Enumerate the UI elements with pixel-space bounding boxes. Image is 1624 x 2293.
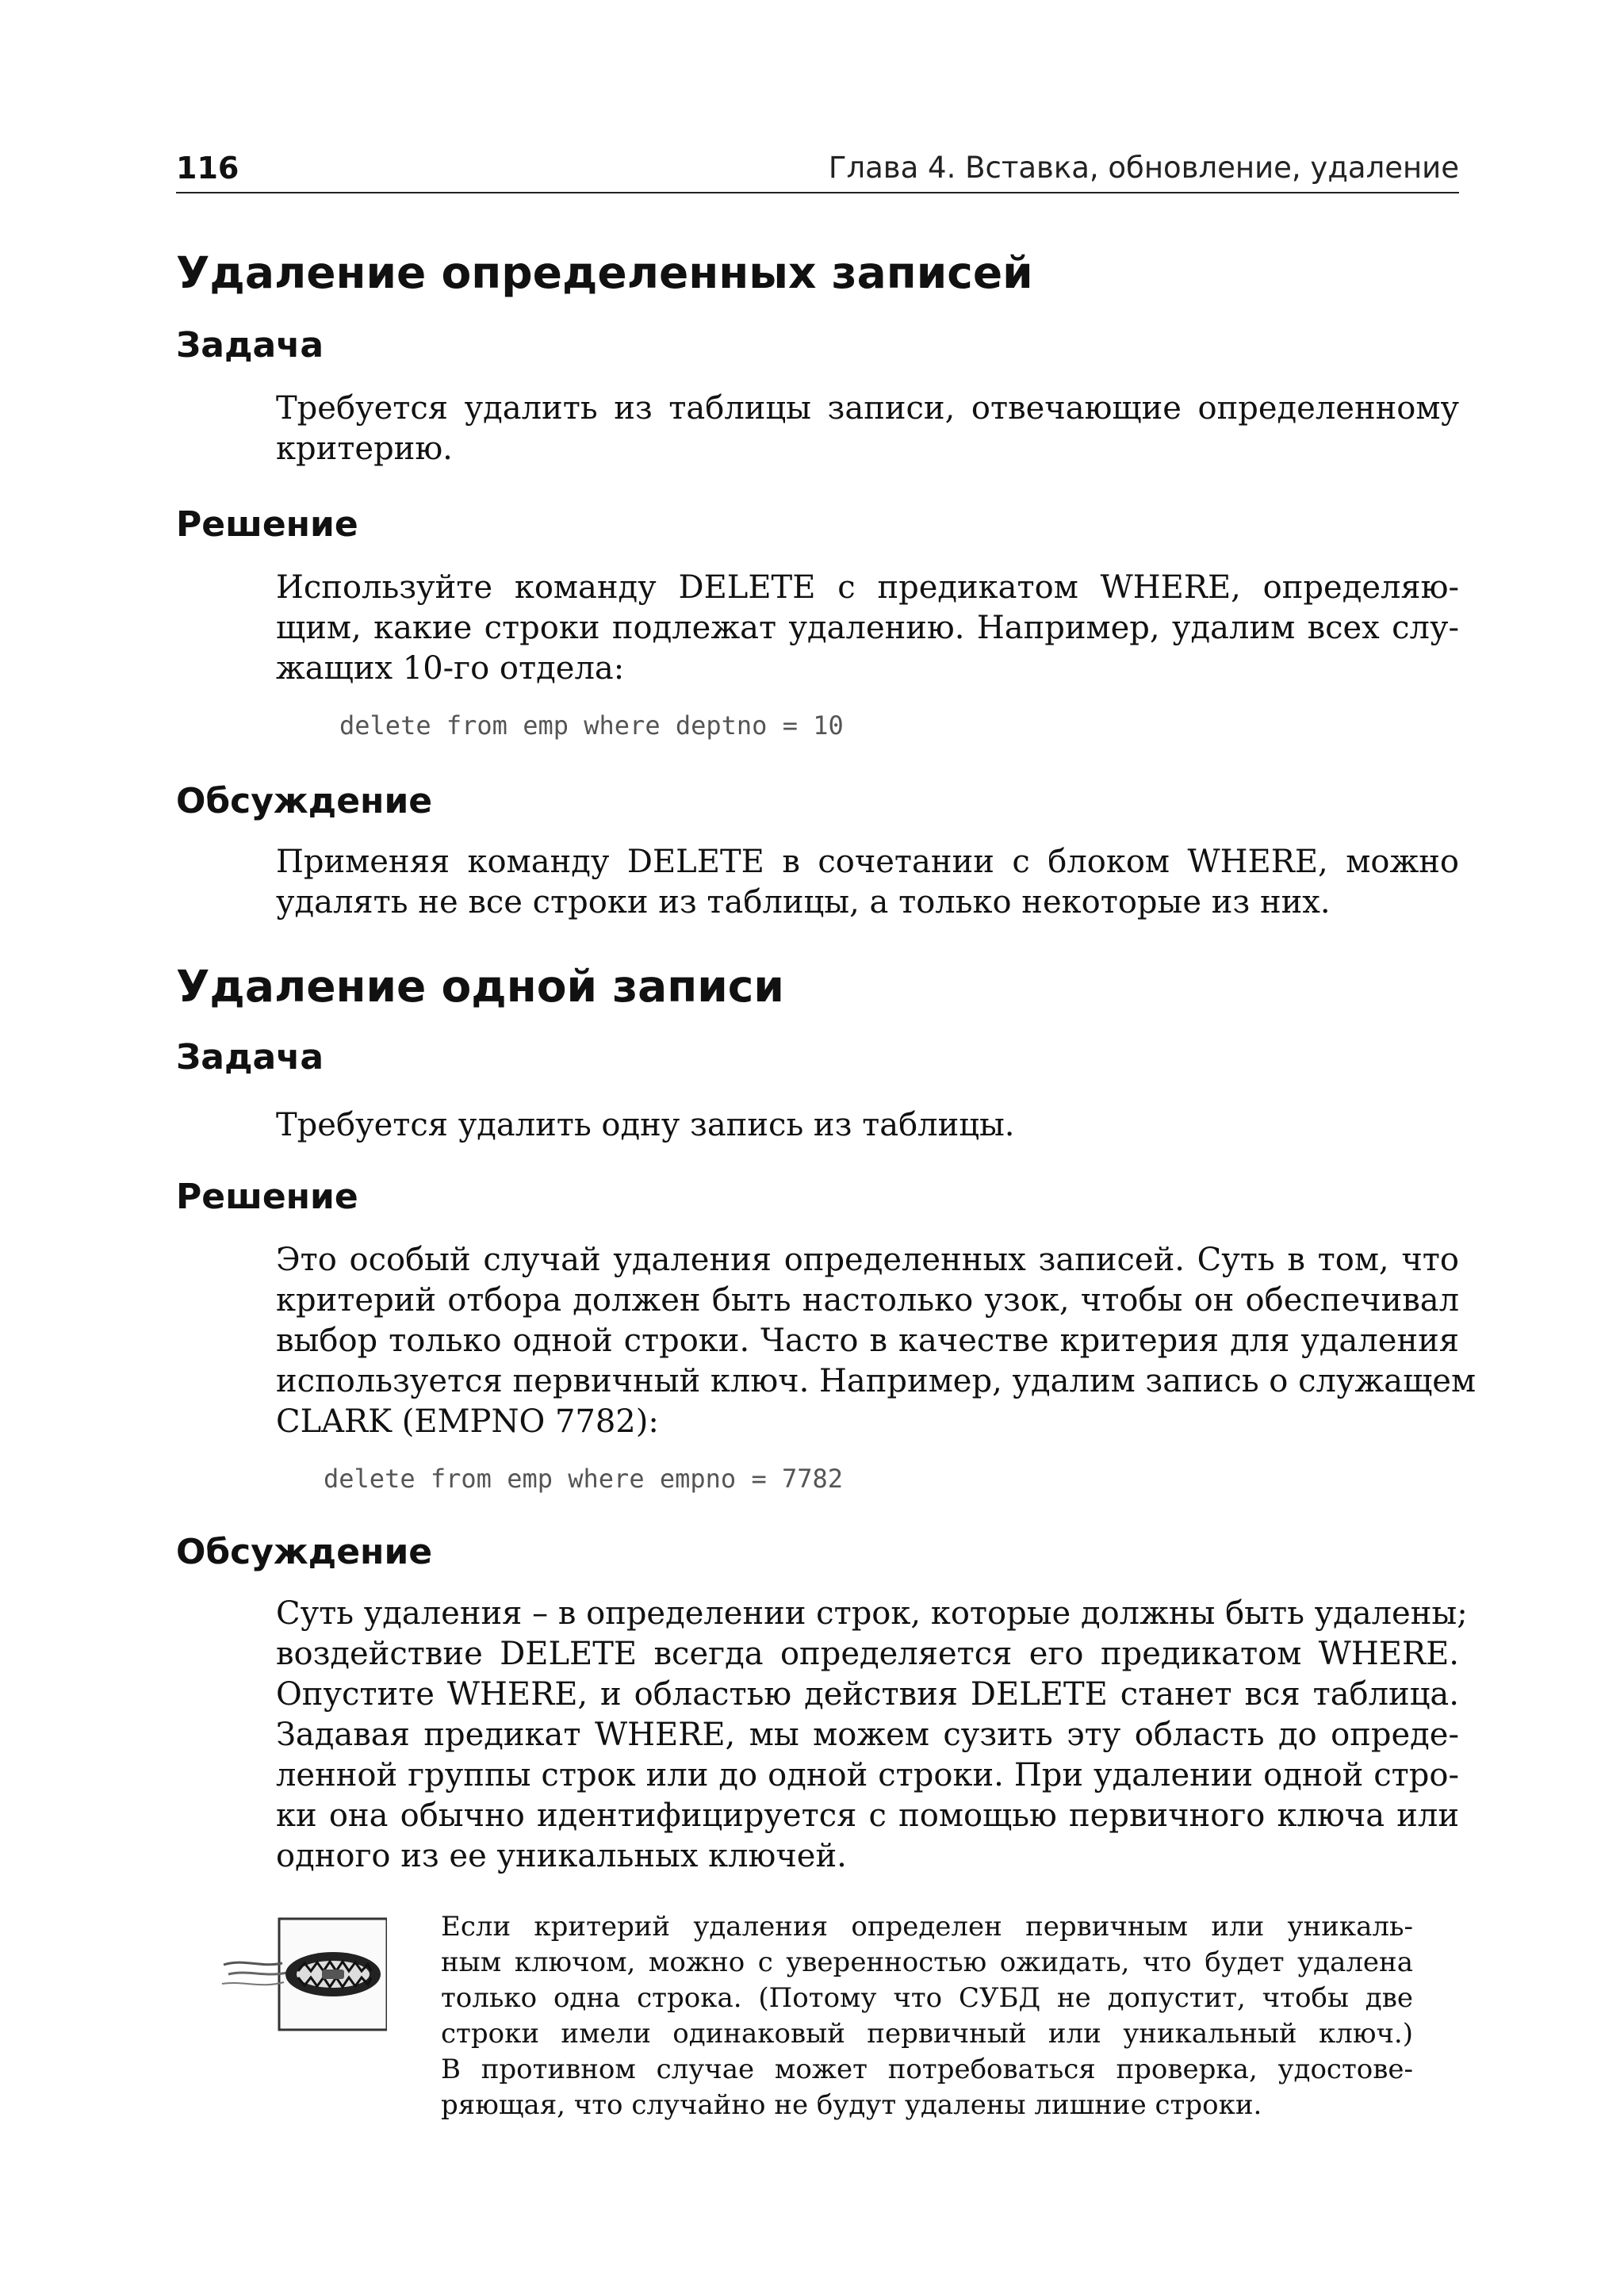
- page-number: 116: [176, 151, 239, 186]
- code-snippet: delete from emp where deptno = 10: [339, 710, 844, 741]
- text-line: Опустите WHERE, и областью действия DELETE станет вся таблица.: [276, 1676, 1459, 1713]
- text-line: ки она обычно идентифицируется с помощью первичного ключа или: [276, 1797, 1459, 1834]
- text-line: Применяя команду DELETE в сочетании с блоком WHERE, можно: [276, 844, 1459, 880]
- task-paragraph: [276, 389, 1459, 469]
- text-line: Это особый случай удаления определенных записей. Суть в том, что: [276, 1242, 1459, 1278]
- text-line: Требуется удалить одну запись из таблицы.: [276, 1107, 1015, 1143]
- section-title-delete-specific: Удаление определенных записей: [176, 247, 1033, 298]
- text-line: ряющая, что случайно не будут удалены лишние строки.: [441, 2089, 1262, 2121]
- text-line: Суть удаления – в определении строк, которые должны быть удалены;: [276, 1595, 1468, 1632]
- text-line: воздействие DELETE всегда определяется его предикатом WHERE.: [276, 1636, 1459, 1672]
- text-line: CLARK (EMPNO 7782):: [276, 1403, 659, 1440]
- solution-paragraph: [276, 1240, 1477, 1442]
- code-snippet: delete from emp where empno = 7782: [324, 1464, 844, 1494]
- section-title-delete-single: Удаление одной записи: [176, 961, 784, 1012]
- task-heading: Задача: [176, 1037, 324, 1078]
- text-line: ленной группы строк или до одной строки. При удалении одной стро-: [276, 1757, 1459, 1793]
- text-line: одного из ее уникальных ключей.: [276, 1838, 847, 1874]
- text-line: критерий отбора должен быть настолько узок, чтобы он обеспечивал: [276, 1282, 1459, 1319]
- discussion-paragraph: [276, 842, 1459, 923]
- text-line: жащих 10-го отдела:: [276, 650, 625, 687]
- text-line: ным ключом, можно с уверенностью ожидать, что будет удалена: [441, 1947, 1413, 1978]
- discussion-heading: Обсуждение: [176, 1532, 433, 1572]
- task-heading: Задача: [176, 325, 324, 366]
- running-header: [176, 147, 1459, 193]
- text-line: В противном случае может потребоваться проверка, удостове-: [441, 2054, 1413, 2085]
- text-line: только одна строка. (Потому что СУБД не допустит, чтобы две: [441, 1982, 1413, 2014]
- text-line: Задавая предикат WHERE, мы можем сузить эту область до опреде-: [276, 1717, 1459, 1753]
- bear-trap-icon: [220, 1917, 387, 2031]
- solution-heading: Решение: [176, 504, 358, 545]
- text-line: критерию.: [276, 431, 453, 467]
- chapter-title: Глава 4. Вставка, обновление, удаление: [828, 151, 1459, 185]
- warning-note: [441, 1909, 1413, 2123]
- text-line: используется первичный ключ. Например, удалим запись о служащем: [276, 1363, 1477, 1399]
- text-line: строки имели одинаковый первичный или уникальный ключ.): [441, 2018, 1413, 2050]
- text-line: Если критерий удаления определен первичным или уникаль-: [441, 1911, 1413, 1943]
- task-paragraph: [276, 1105, 1459, 1146]
- text-line: удалять не все строки из таблицы, а только некоторые из них.: [276, 884, 1331, 921]
- solution-heading: Решение: [176, 1177, 358, 1217]
- text-line: Требуется удалить из таблицы записи, отвечающие определенному: [276, 390, 1459, 427]
- discussion-heading: Обсуждение: [176, 781, 433, 821]
- text-line: щим, какие строки подлежат удалению. Например, удалим всех слу-: [276, 610, 1459, 646]
- text-line: выбор только одной строки. Часто в качестве критерия для удаления: [276, 1323, 1459, 1359]
- text-line: Используйте команду DELETE с предикатом WHERE, определяю-: [276, 569, 1459, 606]
- discussion-paragraph: [276, 1594, 1468, 1877]
- solution-paragraph: [276, 568, 1459, 689]
